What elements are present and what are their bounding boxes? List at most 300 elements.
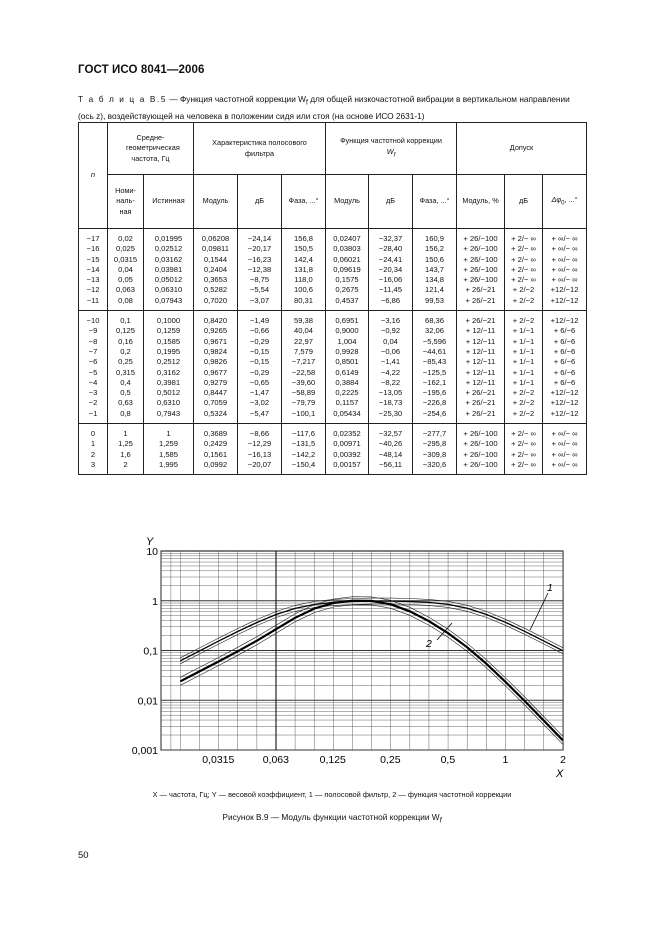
table-cell: 134,8 [425,275,445,285]
table-cell: −12 [86,285,100,295]
weighting-table [78,122,587,475]
table-cell: + 2/−2 [512,285,535,295]
table-body [79,229,587,475]
table-cell: 0,1000 [156,316,181,326]
header-center-freq: Средне-геометрическая частота, Гц [108,123,194,175]
table-cell: 0,3653 [203,275,228,285]
table-cell: 0,7059 [203,398,228,408]
table-cell: 0,05434 [333,408,361,418]
table-cell: −226,8 [422,398,447,408]
table-cell: 0,00157 [333,459,361,469]
document-header: ГОСТ ИСО 8041—2006 [78,64,205,76]
table-cell: + 12/−11 [465,326,496,336]
table-cell: −309,8 [422,449,447,459]
table-cell: −3,16 [380,316,401,326]
table-cell: −44,61 [422,346,447,356]
y-tick-label: 0,001 [131,745,158,757]
table-cell: + ∞/− ∞ [551,439,578,449]
header-filter-char: Характеристика полосового фильтра [194,123,326,175]
page-number: 50 [78,850,89,861]
table-cell: 0 [90,429,96,439]
col-f-db [238,424,282,475]
table-cell: −5,54 [249,285,270,295]
table-cell: −24,14 [247,234,272,243]
table-cell: 0,5282 [203,285,228,295]
x-tick-label: 2 [560,754,566,766]
table-caption-sub: f [305,99,308,107]
x-axis-label: X [556,768,564,780]
table-cell: + 26/−21 [465,408,496,418]
table-block [79,311,587,424]
table-cell: 0,9279 [203,377,228,387]
table-cell: 7,579 [294,346,314,356]
table-cell: −14 [86,264,100,274]
table-cell: −20,34 [378,264,403,274]
col-n [79,424,108,475]
col-t-db [505,311,543,424]
table-cell: −320,6 [422,459,447,469]
table-caption [78,93,578,123]
header-tol-mod: Модуль, % [457,175,505,229]
table-cell: −0,29 [249,367,270,377]
table-cell: + 2/− ∞ [511,449,536,459]
col-w-ph [413,311,457,424]
y-tick-label: 0,01 [137,695,158,708]
col-nominal [108,424,144,475]
table-cell: −131,5 [291,439,316,449]
table-cell: + 2/− ∞ [511,459,536,469]
table-cell: + ∞/− ∞ [551,429,578,439]
table-cell: −28,40 [378,244,403,254]
figure-caption: Рисунок В.9 — Модуль функции частотной коррекции $W_f$ [222,812,442,825]
table-cell: + 26/−100 [463,244,498,254]
table-cell: + 26/−100 [463,429,498,439]
table-cell: −17 [86,234,100,243]
table-cell: + 2/− ∞ [511,275,536,285]
table-cell: −5,596 [422,336,447,346]
col-w-db [369,424,413,475]
table-cell: 0,1157 [335,398,359,408]
table-caption-text: — Функция частотной коррекции W [167,94,306,104]
table-cell: −16,06 [378,275,403,285]
table-cell: +12/−12 [550,295,579,305]
table-cell: 0,2675 [335,285,359,295]
table-cell: 3 [90,459,96,469]
y-tick-label: 1 [152,595,158,608]
col-t-ph [543,229,587,311]
y-tick-label: 10 [146,546,158,558]
table-cell: 0,02512 [154,244,183,254]
table-cell: 1,25 [118,439,133,449]
col-w-ph [413,229,457,311]
table-cell: 0,4537 [335,295,359,305]
table-cell: + 1/−1 [512,336,535,346]
table-cell: 0,3981 [156,377,181,387]
table-cell: −4 [88,377,98,387]
series-2-label: 2 [426,638,432,650]
table-cell: 0,8501 [335,357,359,367]
table-cell: −58,89 [291,388,316,398]
table-cell: 0,9677 [203,367,228,377]
table-cell: + 26/−21 [465,388,496,398]
col-w-db [369,229,413,311]
table-cell: −5,47 [249,408,270,418]
table-cell: 160,9 [425,234,445,243]
table-cell: −7 [88,346,98,356]
table-cell: −39,60 [291,377,316,387]
table-cell: −117,6 [292,429,315,439]
table-cell: −16,23 [247,254,272,264]
table-caption-tail: для общей низкочастотной вибрации в вертикальном направлении (ось z), воздействующей на человека в положении сидя или стоя (на основе ИСО 2631-1) [78,94,570,121]
table-cell: 2 [123,459,128,469]
table-cell: 0,125 [115,326,135,336]
col-nominal [108,229,144,311]
header-f-db: дБ [238,175,282,229]
table-cell: +12/−12 [550,398,579,408]
table-cell: 0,63 [118,398,133,408]
header-w-mod: Модуль [326,175,369,229]
table-cell: 0,2429 [203,439,228,449]
table-cell: 0,6149 [335,367,359,377]
chart-grid [161,551,563,750]
table-cell: 40,04 [294,326,314,336]
table-cell: −79,79 [291,398,316,408]
col-f-ph [282,229,326,311]
table-cell: + 26/−21 [465,295,496,305]
y-axis-label: Y [146,536,154,548]
table-cell: −24,41 [378,254,403,264]
table-cell: −2 [88,398,98,408]
table-cell: 0,00392 [333,449,361,459]
table-cell: 156,8 [294,234,314,243]
table-cell: 59,38 [294,316,314,326]
col-f-mod [194,311,238,424]
table-cell: −277,7 [422,429,447,439]
col-w-mod [326,229,369,311]
col-true [144,229,194,311]
table-cell: 131,8 [294,264,314,274]
x-tick-label: 0,0315 [202,754,235,766]
header-weight-func: Функция частотной коррекции $W_f$ [326,123,457,175]
table-cell: + 12/−11 [465,367,496,377]
table-cell: 0,1 [120,316,131,326]
table-cell: + 26/−100 [463,459,498,469]
table-cell: −1,47 [249,388,270,398]
table-cell: 0,6310 [156,398,181,408]
table-cell: + 2/− ∞ [511,429,536,439]
table-cell: −125,5 [422,367,447,377]
table-cell: −12,38 [247,264,272,274]
table-cell: + 2/− ∞ [511,254,536,264]
col-true [144,311,194,424]
table-cell: 0,063 [115,285,135,295]
table-cell: −40,26 [378,439,403,449]
table-cell: + 6/−6 [553,367,576,377]
table-cell: 0,03803 [333,244,361,254]
col-f-ph [282,311,326,424]
table-cell: −16,13 [247,449,272,459]
col-f-db [238,311,282,424]
table-cell: 99,53 [425,295,445,305]
y-tick-label: 0,1 [143,645,158,658]
table-cell: 0,1585 [156,336,181,346]
table-cell: −1,41 [380,357,401,367]
header-n: n [79,123,108,229]
table-cell: + 12/−11 [465,377,496,387]
col-t-ph [543,424,587,475]
table-cell: −0,65 [249,377,270,387]
weighting-chart [0,530,661,790]
col-t-mod [457,311,505,424]
table-cell: 0,1544 [203,254,228,264]
col-n [79,229,108,311]
header-f-ph: Фаза, ...° [282,175,326,229]
col-t-db [505,229,543,311]
header-tolerance: Допуск [457,123,587,175]
table-cell: −254,6 [422,408,447,418]
table-cell: 0,1575 [335,275,359,285]
series-1-leader [530,593,548,630]
x-tick-label: 0,063 [262,754,289,766]
table-cell: 0,02 [118,234,133,243]
table-cell: 0,05 [118,275,133,285]
table-cell: 0,315 [115,367,135,377]
table-cell: 0,06021 [333,254,361,264]
table-cell: + ∞/− ∞ [551,459,578,469]
table-cell: + 6/−6 [553,336,576,346]
table-cell: −195,6 [422,388,447,398]
table-cell: 0,9826 [203,357,228,367]
table-cell: + 26/−100 [463,449,498,459]
header-true: Истинная [144,175,194,229]
col-w-ph [413,424,457,475]
table-cell: + 26/−100 [463,275,498,285]
table-cell: −22,58 [291,367,316,377]
table-cell: 0,05012 [154,275,183,285]
table-cell: 0,0315 [113,254,138,264]
table-cell: −100,1 [291,408,316,418]
table-cell: + 26/−21 [465,398,496,408]
table-cell: 0,025 [115,244,135,254]
table-cell: −11,45 [379,285,402,295]
table-cell: 0,5 [120,388,131,398]
table-cell: 0,3162 [156,367,181,377]
col-f-ph [282,424,326,475]
table-cell: 1 [90,439,96,449]
table-cell: 22,97 [294,336,314,346]
table-cell: 0,3689 [203,429,228,439]
table-cell: + 2/− ∞ [511,244,536,254]
table-cell: −142,2 [291,449,316,459]
table-cell: −0,15 [249,346,270,356]
table-cell: −13,05 [378,388,403,398]
table-cell: 0,0992 [203,459,228,469]
header-f-mod: Модуль [194,175,238,229]
table-cell: 0,2225 [335,388,359,398]
col-t-mod [457,424,505,475]
table-cell: 0,2512 [156,357,181,367]
col-n [79,311,108,424]
table-cell: 0,09811 [202,244,229,254]
table-cell: −18,73 [378,398,403,408]
x-tick-label: 0,25 [380,754,401,766]
table-cell: 0,03162 [154,254,183,264]
table-cell: 0,04 [383,336,398,346]
table-cell: + 2/− ∞ [511,264,536,274]
table-cell: −0,29 [249,336,270,346]
col-t-ph [543,311,587,424]
header-w-ph: Фаза, ...° [413,175,457,229]
table-cell: 0,02352 [333,429,361,439]
table-cell: −0,06 [380,346,401,356]
table-cell: −0,92 [380,326,401,336]
table-caption-prefix: Т а б л и ц а В.5 [78,94,168,104]
table-cell: 0,16 [118,336,133,346]
table-cell: + 6/−6 [553,357,576,367]
table-cell: +12/−12 [550,285,579,295]
table-cell: 0,09619 [333,264,361,274]
table-cell: 0,8 [120,408,131,418]
table-cell: −1,49 [249,316,270,326]
header-nominal: Номи-наль-ная [108,175,144,229]
table-cell: −12,29 [247,439,272,449]
table-cell: 0,06208 [201,234,230,243]
table-cell: + 1/−1 [512,346,535,356]
table-cell: −6,86 [380,295,401,305]
table-cell: + ∞/− ∞ [551,264,578,274]
col-f-mod [194,424,238,475]
table-cell: + 26/−21 [465,285,496,295]
table-cell: + 12/−11 [465,336,496,346]
table-cell: 0,01995 [154,234,183,243]
header-tol-db: дБ [505,175,543,229]
table-cell: −0,66 [249,326,270,336]
table-block [79,424,587,475]
table-cell: 0,2404 [203,264,228,274]
table-cell: 0,06310 [154,285,183,295]
table-cell: + 26/−100 [463,254,498,264]
table-cell: 0,1995 [156,346,181,356]
chart-ticks [132,546,566,766]
table-cell: +12/−12 [550,388,579,398]
table-cell: 142,4 [294,254,314,264]
table-cell: 0,02407 [333,234,361,243]
table-cell: 0,2 [120,346,131,356]
table-cell: −15 [86,254,100,264]
table-cell: −20,07 [247,459,272,469]
col-w-mod [326,424,369,475]
table-cell: +12/−12 [550,316,579,326]
table-cell: + 1/−1 [512,326,535,336]
table-cell: 1 [166,429,171,439]
col-f-db [238,229,282,311]
table-cell: 0,5012 [156,388,181,398]
table-cell: + ∞/− ∞ [551,449,578,459]
table-cell: 0,1259 [156,326,181,336]
table-cell: 0,07943 [154,295,183,305]
table-cell: 0,9928 [335,346,359,356]
table-cell: −6 [88,357,98,367]
table-cell: 1,995 [158,459,178,469]
table-cell: + 12/−11 [465,357,496,367]
table-cell: −8,66 [249,429,270,439]
table-cell: 2 [90,449,96,459]
table-cell: + ∞/− ∞ [551,275,578,285]
col-true [144,424,194,475]
table-cell: 0,08 [118,295,133,305]
table-cell: 0,25 [118,357,133,367]
figure-legend: X — частота, Гц; Y — весовой коэффициент, 1 — полосовой фильтр, 2 — функция частотной коррекции [152,790,512,799]
table-block [79,229,587,311]
table-cell: + 6/−6 [553,377,576,387]
col-f-mod [194,229,238,311]
table-cell: + 1/−1 [512,357,535,367]
table-cell: 0,00971 [333,439,361,449]
table-cell: +12/−12 [550,408,579,418]
table-cell: + 26/−21 [465,316,496,326]
table-cell: + ∞/− ∞ [551,244,578,254]
table-cell: + 1/−1 [512,377,535,387]
table-cell: 0,8420 [203,316,228,326]
table-cell: + 26/−100 [463,234,498,243]
series-1-label: 1 [547,582,553,594]
table-cell: 68,36 [425,316,445,326]
header-tol-ph: $\Delta\varphi_0$, ...° [543,175,587,229]
table-cell: + 2/− ∞ [511,234,536,243]
table-cell: + 26/−100 [463,439,498,449]
table-cell: 0,9671 [203,336,228,346]
table-cell: + 2/−2 [512,388,535,398]
table-cell: + 2/−2 [512,398,535,408]
table-cell: 1 [123,429,128,439]
table-cell: 0,03981 [154,264,183,274]
col-w-mod [326,311,369,424]
table-cell: + 6/−6 [553,346,576,356]
table-cell: −10 [86,316,100,326]
table-cell: 0,9824 [203,346,228,356]
col-nominal [108,311,144,424]
table-cell: −3,02 [249,398,270,408]
x-tick-label: 0,125 [319,754,346,766]
table-cell: 156,2 [425,244,445,254]
x-tick-label: 1 [502,754,509,766]
table-cell: 0,7020 [203,295,228,305]
table-cell: −4,22 [380,367,401,377]
table-cell: 0,1561 [203,449,228,459]
table-cell: + ∞/− ∞ [551,254,578,264]
table-cell: −8,75 [249,275,270,285]
table-cell: 143,7 [425,264,445,274]
table-cell: + 1/−1 [512,367,535,377]
table-cell: 0,5324 [203,408,228,418]
table-cell: 150,5 [294,244,314,254]
table-cell: 0,04 [118,264,133,274]
table-cell: + 26/−100 [463,264,498,274]
table-cell: −7,217 [291,357,316,367]
table-cell: 0,9000 [335,326,359,336]
header-w-db: дБ [369,175,413,229]
table-cell: −3 [88,388,98,398]
table-cell: + 2/− ∞ [511,439,536,449]
table-cell: −0,15 [249,357,270,367]
table-cell: −8,22 [380,377,401,387]
table-cell: + 2/−2 [512,316,535,326]
table-cell: −11 [86,295,100,305]
table-cell: −162,1 [422,377,447,387]
table-cell: 1,259 [158,439,178,449]
table-cell: + 12/−11 [465,346,496,356]
table-cell: −32,57 [378,429,403,439]
